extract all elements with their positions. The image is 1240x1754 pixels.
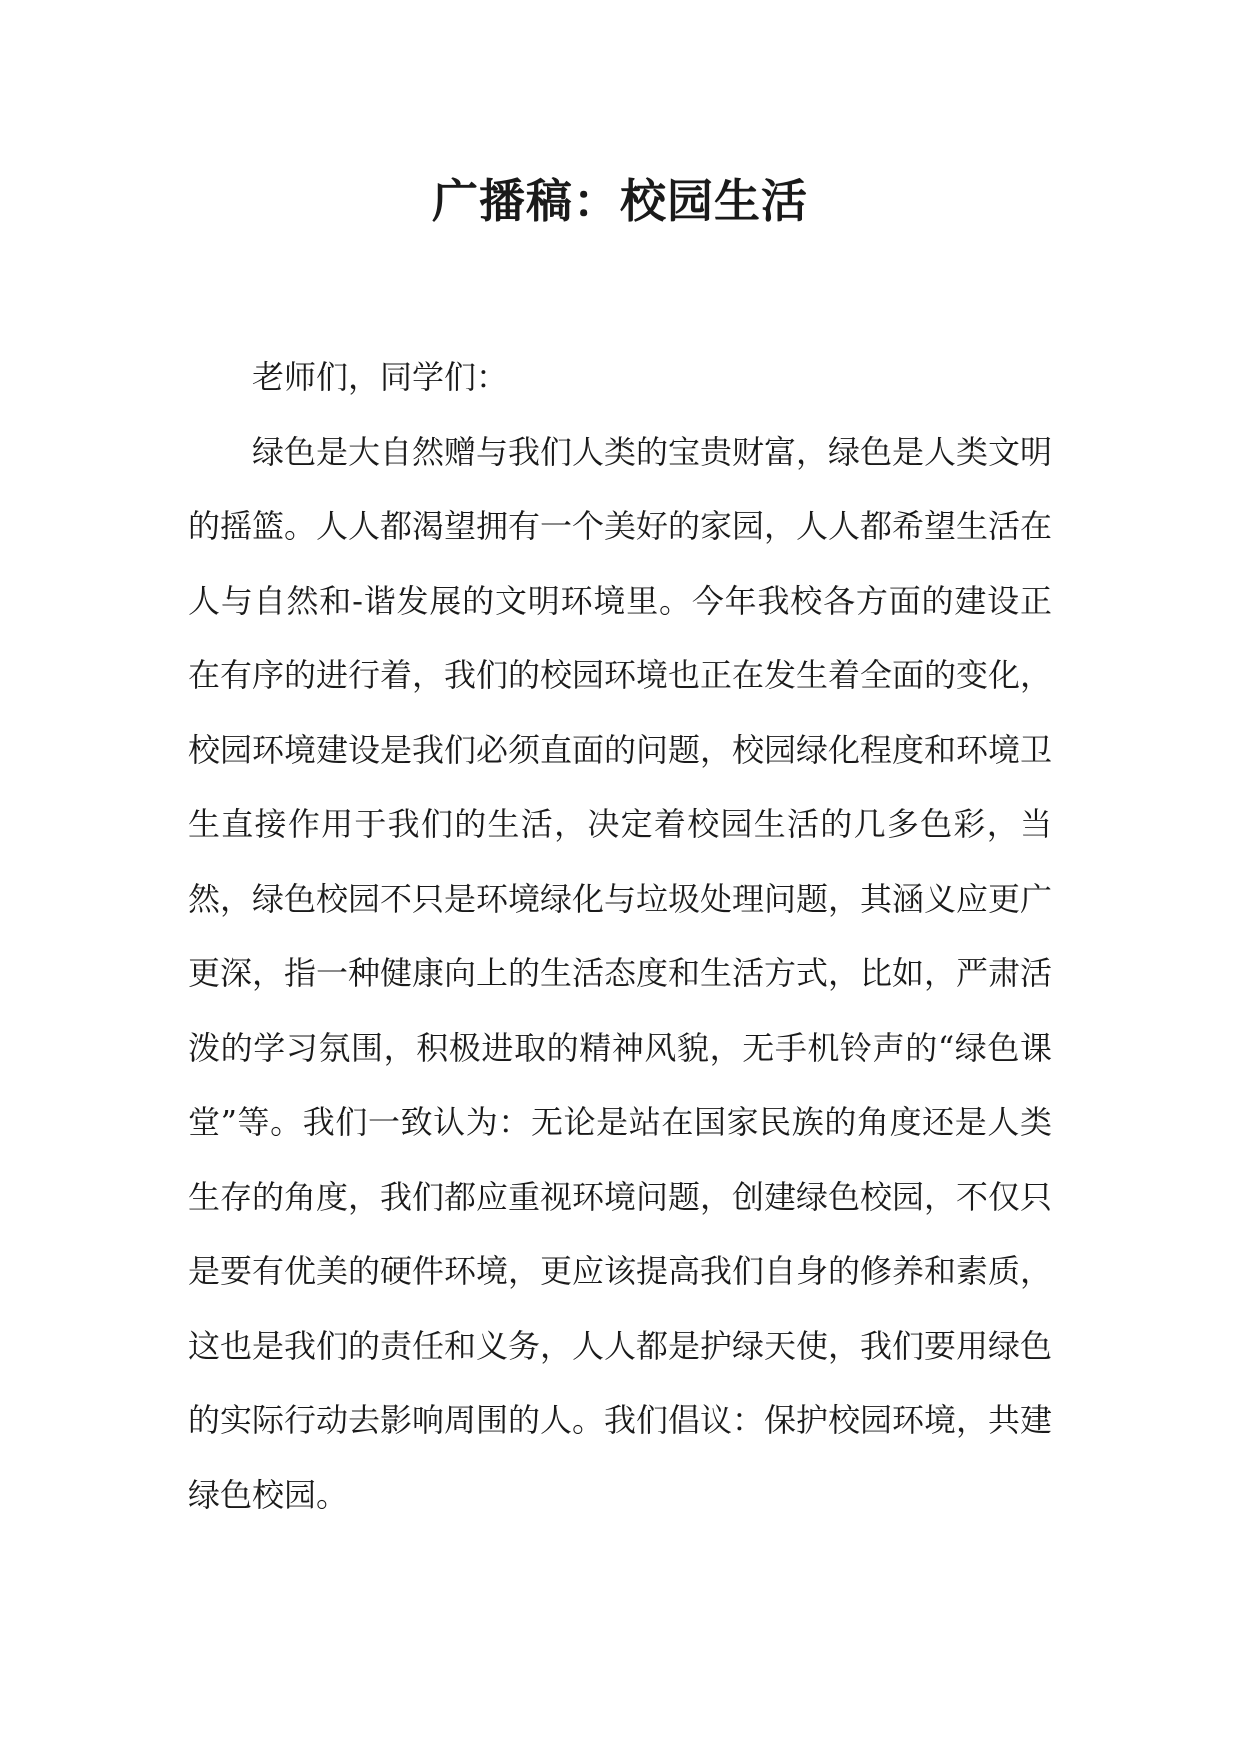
- body-paragraph: 绿色是大自然赠与我们人类的宝贵财富，绿色是人类文明的摇篮。人人都渴望拥有一个美好的家园，人人都希望生活在人与自然和-谐发展的文明环境里。今年我校各方面的建设正在有序的进行着，我们的校园环境也正在发生着全面的变化，校园环境建设是我们必须直面的问题，校园绿化程度和环境卫生直接作用于我们的生活，决定着校园生活的几多色彩，当然，绿色校园不只是环境绿化与垃圾处理问题，其涵义应更广更深，指一种健康向上的生活态度和生活方式，比如，严肃活泼的学习氛围，积极进取的精神风貌，无手机铃声的“绿色课堂”等。我们一致认为：无论是站在国家民族的角度还是人类生存的角度，我们都应重视环境问题，创建绿色校园，不仅只是要有优美的硬件环境，更应该提高我们自身的修养和素质，这也是我们的责任和义务，人人都是护绿天使，我们要用绿色的实际行动去影响周围的人。我们倡议：保护校园环境，共建绿色校园。: [188, 432, 1053, 1514]
- greeting: 老师们，同学们：: [252, 358, 509, 396]
- page-title: 广播稿：校园生活: [432, 174, 808, 228]
- speech-body: [188, 340, 1052, 1532]
